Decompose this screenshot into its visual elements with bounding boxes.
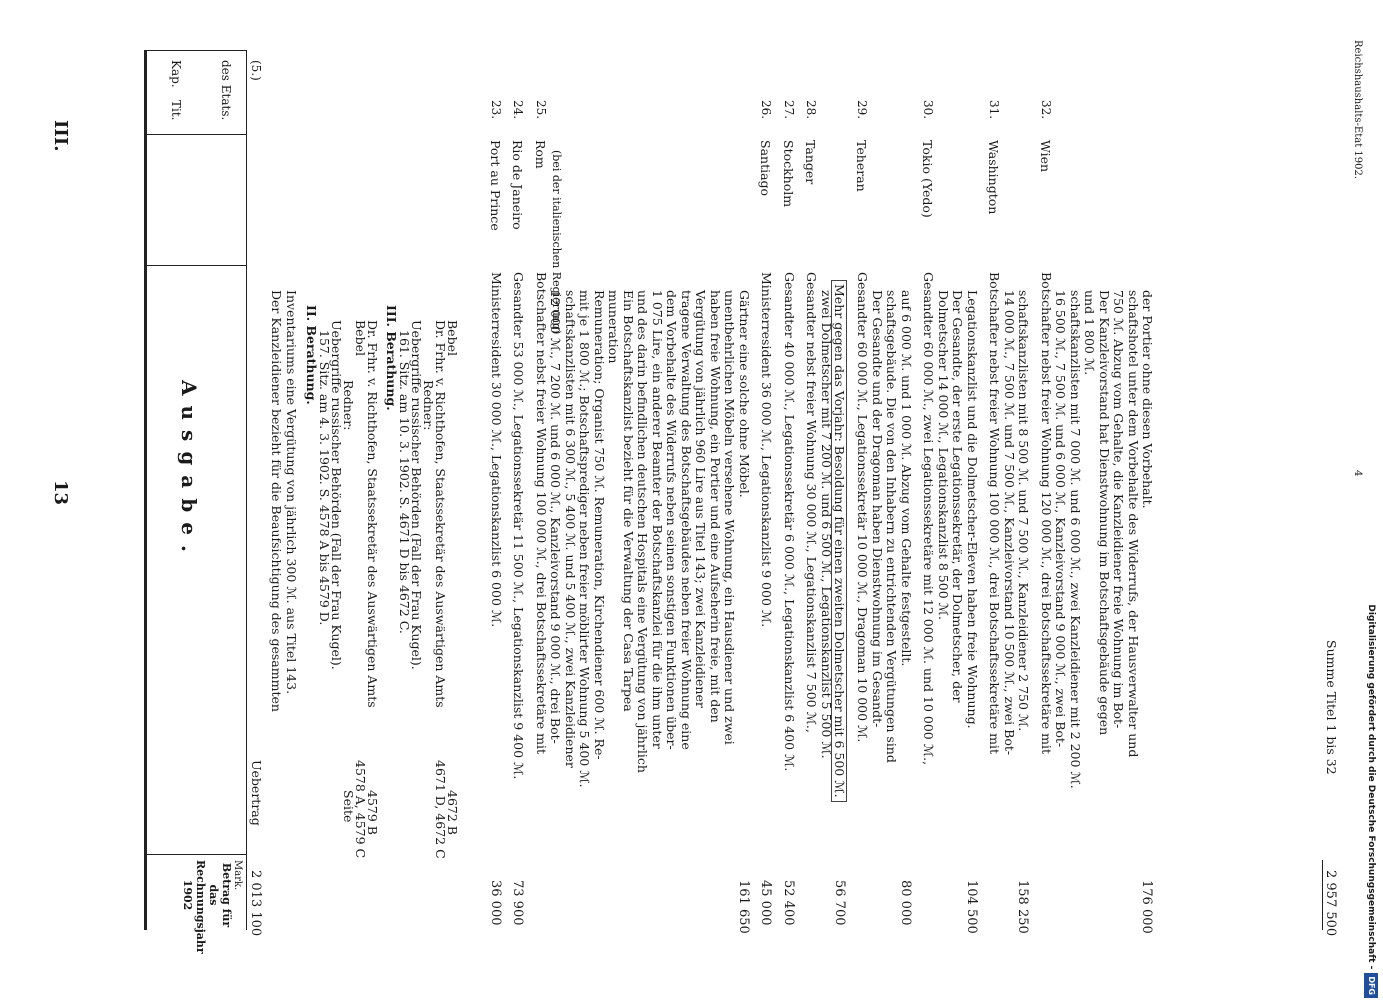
- digitization-note: [1364, 8, 1378, 998]
- title-number: 24.: [511, 100, 526, 120]
- title-text-line: Der Kanzleivorstand hat Dienstwohnung im Botschaftsgebäude gegen: [1097, 290, 1112, 736]
- title-amount: 73 900: [510, 880, 526, 926]
- beratung-2-speaker-2-pages: 4579 B: [365, 790, 380, 835]
- beratung-3-redner: Redner:: [421, 380, 436, 431]
- title-place: Port au Prince: [488, 140, 503, 231]
- title-place: Tokio (Yedo): [920, 140, 936, 218]
- title-text-line: unentbehrlichen Möbeln versehene Wohnung, ein Hausdiener und zwei: [722, 290, 738, 745]
- title-text-line: muneration: [606, 290, 622, 364]
- title-text-line: Legationskanzlist und die Dolmetscher-Eleven haben freie Wohnung.: [965, 290, 980, 729]
- betrag-header: Betrag für das Rechnungsjahr 1902: [181, 860, 233, 954]
- section-number: III.: [50, 120, 71, 152]
- table-bottom-rule: [246, 50, 247, 930]
- beratung-2-session: 157. Sitz. am 4. 3. 1902. S. 4578 A bis 4579 D.: [317, 330, 332, 626]
- title-amount: 45 000: [758, 880, 774, 926]
- title-place: Stockholm: [781, 140, 796, 208]
- beratung-2-seite: Seite: [341, 790, 356, 823]
- title-amount: 52 400: [781, 880, 796, 926]
- title-text-line: tragene Verwaltung des Botschaftsgebäudes neben freier Wohnung eine: [679, 290, 694, 750]
- intro-note-line-2: Inventariums eine Vergütung von jährlich 300 ℳ. aus Titel 143.: [284, 290, 299, 695]
- title-number: 27.: [782, 100, 796, 120]
- table-top-rule: [144, 50, 147, 930]
- column-divider-place: [147, 265, 247, 266]
- title-place: Rio de Janeiro: [510, 140, 526, 230]
- column-divider-kap: [147, 134, 247, 135]
- title-text-line: schaftskanzlisten mit 8 500 ℳ. und 7 500 ℳ., Kanzleidiener 2 750 ℳ.: [1016, 290, 1032, 732]
- beratung-2-subject: Uebergriffe russischer Behörden (Fall der Frau Kugel).: [329, 320, 344, 670]
- beratung-2-speaker-1-pages: 4578 A, 4579 C: [353, 760, 368, 859]
- title-text-line: Gesandter nebst freier Wohnung 30 000 ℳ., Legationskanzlist 7 500 ℳ.,: [804, 272, 820, 733]
- title-text-line: 14 000 ℳ., 7 500 ℳ. und 7 500 ℳ., Kanzleivorstand 10 500 ℳ., zwei Bot-: [1002, 290, 1017, 756]
- title-text-line: mit je 1 800 ℳ.; Botschaftsprediger neben freier möblirter Wohnung 5 400 ℳ.: [577, 290, 593, 788]
- beratung-2-speaker-2: Dr. Frhr. v. Richthofen, Staatssekretär des Auswärtigen Amts: [365, 320, 380, 708]
- title-place: Santiago: [758, 140, 774, 197]
- title-number: 28.: [804, 100, 819, 120]
- title-number: 31.: [987, 100, 1002, 120]
- title-place: Washington: [986, 140, 1002, 215]
- title-place: Teheran: [854, 140, 870, 192]
- carryover-amount: 2 013 100: [248, 870, 263, 937]
- title-place-note: (bei der italienischen Regierung): [550, 150, 563, 335]
- title-place: Rom: [533, 140, 548, 169]
- title-amount: 80 000: [898, 880, 913, 926]
- page-number: 13: [50, 480, 71, 506]
- title-place: Wien: [1038, 140, 1053, 173]
- beratung-3-title: III. Berathung.: [384, 305, 399, 411]
- title-text-line: Botschafter nebst freier Wohnung 100 000 ℳ., drei Botschaftssekretäre mit: [534, 272, 549, 755]
- title-amount: 176 000: [1139, 880, 1155, 934]
- column-divider: [147, 50, 247, 51]
- title-text-line: Gesandter 53 000 ℳ., Legationssekretär 11 500 ℳ., Legationskanzlist 9 400 ℳ.: [511, 272, 527, 780]
- title-number: 29.: [855, 100, 870, 120]
- title-text-line: 1 075 Lire, ein anderer Beamter der Botschaftskanzlei für die ihm unter: [650, 290, 665, 749]
- dfg-logo: DFG: [1364, 973, 1378, 998]
- carryover-label: Uebertrag: [249, 760, 264, 826]
- title-text-line: und 1 800 ℳ.: [1082, 290, 1098, 376]
- title-text-line: Botschafter nebst freier Wohnung 120 000 ℳ., drei Botschaftssekretäre mit: [1039, 272, 1054, 755]
- title-text-line: auf 6 000 ℳ. und 1 000 ℳ. Abzug vom Gehalte festgestellt.: [899, 290, 914, 667]
- mark-header: Mark.: [232, 860, 243, 891]
- title-amount: 161 650: [736, 880, 751, 934]
- title-text-line: Ein Botschaftskanzlist bezieht für die Verwaltung der Casa Tarpea: [621, 290, 636, 712]
- title-text-line: 750 ℳ. Abzug vom Gehalte, die Kanzleidiener freie Wohnung im Bot-: [1111, 290, 1127, 729]
- beratung-2-title: II. Berathung.: [304, 305, 319, 405]
- sum-label: Summe Titel 1 bis 32: [1324, 640, 1339, 775]
- beratung-3-speaker-2-pages: 4672 B: [445, 790, 460, 835]
- page-heading: Ausgabe.: [177, 380, 201, 562]
- beratung-3-speaker-2: Bebel: [445, 320, 460, 356]
- title-text-line: Gesandter 60 000 ℳ., Legationssekretär 10 000 ℳ., Dragoman 10 000 ℳ.: [855, 272, 871, 743]
- title-text-line: Gesandter 40 000 ℳ., Legationssekretär 6 000 ℳ., Legationskanzlist 6 400 ℳ.: [782, 272, 797, 772]
- title-number: 26.: [759, 100, 774, 120]
- title-text-line: Dolmetscher 14 000 ℳ., Legationskanzlist 8 500 ℳ.: [936, 290, 951, 620]
- des-etats-header: des Etats.: [219, 60, 233, 121]
- title-text-line: 12 000 ℳ., 7 200 ℳ. und 6 000 ℳ., Kanzleivorstand 9 000 ℳ., drei Bot-: [548, 290, 564, 744]
- title-text-line: der Portier ohne diesen Vorbehalt.: [1140, 290, 1156, 509]
- title-text-line: Vergütung von jährlich 960 Lire aus Titel 143; zwei Kanzleidiener: [693, 290, 709, 708]
- title-text-line: Der Gesandte und der Dragoman haben Dienstwohnung im Gesandt-: [870, 290, 885, 728]
- beratung-3-speaker-1: Dr. Frhr. v. Richthofen, Staatssekretär des Auswärtigen Amts: [433, 320, 448, 708]
- title-text-line: Ministerresident 30 000 ℳ., Legationskanzlist 6 000 ℳ.: [489, 272, 504, 628]
- beratung-2-speaker-1: Bebel: [353, 320, 368, 356]
- title-text-line: Botschafter nebst freier Wohnung 100 000 ℳ., drei Botschaftssekretäre mit: [987, 272, 1003, 755]
- title-amount: 36 000: [488, 880, 503, 926]
- title-text-line: schaftshotel unter dem Vorbehalte des Widerrufs, der Hausverwalter und: [1126, 290, 1141, 758]
- title-text-line: Ministerresident 36 000 ℳ., Legationskanzlist 9 000 ℳ.: [759, 272, 775, 628]
- title-note: Mehr gegen das Vorjahr: Besoldung für einen zweiten Dolmetscher mit 6 500 ℳ.: [831, 280, 848, 802]
- kap-header: Kap.: [169, 60, 183, 88]
- title-text-line: dem Vorbehalte des Widerrufs neben seinen sonstigen Funktionen über-: [664, 290, 680, 750]
- beratung-3-speaker-1-pages: 4671 D, 4672 C: [433, 760, 448, 859]
- title-amount: 158 250: [1015, 880, 1031, 934]
- title-amount: 104 500: [964, 880, 979, 934]
- title-text-line: schaftskanzlisten mit 7 000 ℳ. und 6 000 ℳ., zwei Kanzleidiener mit 2 200 ℳ.: [1068, 290, 1083, 789]
- title-text-line: 16 500 ℳ., 7 500 ℳ. und 6 000 ℳ., Kanzleivorstand 9 000 ℳ., zwei Bot-: [1053, 290, 1069, 748]
- beratung-3-session: 161. Sitz. am 10. 3. 1902. S. 4671 D bis 4672 C.: [397, 330, 412, 634]
- title-text-line: Remuneration; Organist 750 ℳ. Remuneration, Kirchendiener 600 ℳ. Re-: [592, 290, 607, 760]
- footer-etat: Reichshaushalts-Etat 1902.: [1352, 40, 1363, 180]
- title-text-line: Der Gesandte, der erste Legationssekretär, der Dolmetscher, der: [950, 290, 966, 703]
- footer-sheet-mark: 4: [1352, 470, 1363, 477]
- title-text-line: haben freie Wohnung, ein Portier und eine Aufseherin freie, mit den: [708, 290, 723, 723]
- title-number: 32.: [1039, 100, 1053, 120]
- title-amount: 56 700: [832, 880, 847, 926]
- column-divider-text: [147, 854, 247, 855]
- title-number: 23.: [489, 100, 503, 120]
- tit-header: Tit.: [169, 100, 183, 121]
- title-number: 25.: [534, 100, 548, 120]
- digitization-text: Digitalisierung gefördert durch die Deutsche Forschungsgemeinschaft -: [1366, 604, 1376, 970]
- title-number: 30.: [921, 100, 936, 120]
- title-text-line: Gesandter 60 000 ℳ., zwei Legationssekretäre mit 12 000 ℳ. und 10 000 ℳ.,: [921, 272, 937, 766]
- title-text-line: schaftskanzlisten mit 6 300 ℳ., 5 400 ℳ. und 5 400 ℳ., zwei Kanzleidiener: [563, 290, 578, 768]
- title-place: Tanger: [803, 140, 819, 185]
- title-text-line: Gärtner eine solche ohne Möbel.: [737, 290, 752, 498]
- kapitel-number: (5.): [249, 60, 263, 81]
- title-text-line: und des darin befindlichen deutschen Hospitals eine Vergütung von jährlich: [635, 290, 651, 773]
- title-text-line: zwei Dolmetscher mit 7 200 ℳ. und 6 500 ℳ., Legationskanzlist 5 500 ℳ.: [819, 290, 834, 759]
- beratung-2-redner: Redner:: [341, 380, 356, 431]
- sum-amount: 2 957 500: [1323, 870, 1338, 937]
- beratung-3-subject: Uebergriffe russischer Behörden (Fall der Frau Kugel).: [409, 320, 424, 670]
- intro-note-line-1: Der Kanzleidiener bezieht für die Beaufsichtigung des gesammten: [269, 290, 284, 712]
- title-text-line: schaftsgebäude. Die von den Inhabern zu entrichtenden Vergütungen sind: [884, 290, 900, 763]
